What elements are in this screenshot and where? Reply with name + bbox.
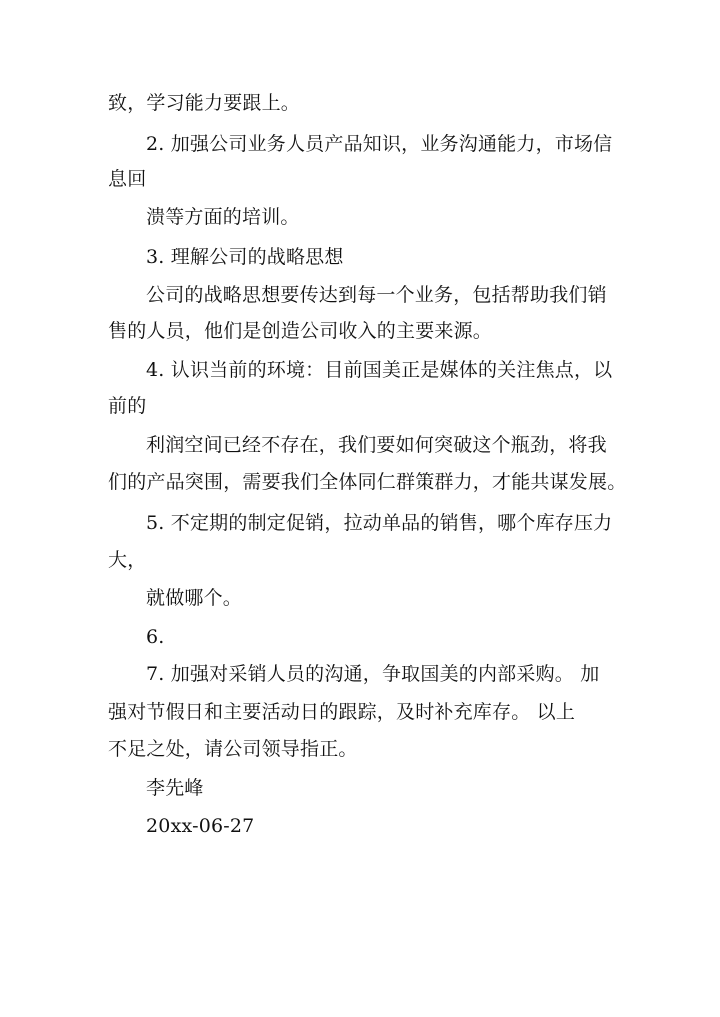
text-line: 们的产品突围，需要我们全体同仁群策群力，才能共谋发展。 <box>108 471 627 493</box>
text-line: 4. 认识当前的环境：目前国美正是媒体的关注焦点，以 <box>146 359 613 381</box>
text-line: 溃等方面的培训。 <box>146 206 300 228</box>
text-line: 不足之处，请公司领导指正。 <box>108 738 358 760</box>
text-line: 5. 不定期的制定促销，拉动单品的销售，哪个库存压力 <box>146 512 613 534</box>
text-line: 公司的战略思想要传达到每一个业务，包括帮助我们销 <box>146 284 607 306</box>
text-line: 6. <box>146 626 165 648</box>
text-line: 3. 理解公司的战略思想 <box>146 246 344 268</box>
text-line: 息回 <box>108 168 147 190</box>
author-name: 李先峰 <box>146 777 204 799</box>
text-line: 利润空间已经不存在，我们要如何突破这个瓶劲，将我 <box>146 434 607 456</box>
text-line: 前的 <box>108 395 147 417</box>
text-line: 售的人员，他们是创造公司收入的主要来源。 <box>108 320 493 342</box>
document-date: 20xx-06-27 <box>146 815 255 837</box>
text-line: 大， <box>108 549 147 571</box>
text-line: 致，学习能力要跟上。 <box>108 92 301 114</box>
text-line: 2. 加强公司业务人员产品知识，业务沟通能力，市场信 <box>146 133 613 155</box>
text-line: 就做哪个。 <box>146 587 243 609</box>
text-line: 7. 加强对采销人员的沟通，争取国美的内部采购。 加 <box>146 663 600 685</box>
text-line: 强对节假日和主要活动日的跟踪，及时补充库存。 以上 <box>108 701 576 723</box>
